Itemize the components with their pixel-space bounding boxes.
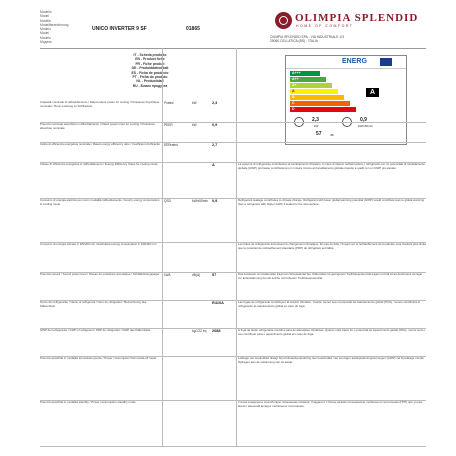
energy-class-bar: A+ xyxy=(290,83,332,88)
brand-logo xyxy=(275,12,425,32)
language-item: EN - Product fiche xyxy=(135,57,165,62)
row-symbol: PEER xyxy=(164,123,173,127)
table-row xyxy=(40,300,426,329)
language-item: PT - Ficha do produto xyxy=(132,75,168,80)
label-unit-consumption: kWh/60min xyxy=(358,124,374,128)
row-value: 2088 xyxy=(212,329,221,333)
row-value: A xyxy=(212,163,215,167)
address-line: 25060 CELLATICA (BS) - ITALIA xyxy=(270,39,318,44)
energy-label-title: ENERG xyxy=(342,58,367,65)
table-row xyxy=(40,242,426,273)
model-name: UNICO INVERTER 9 SF xyxy=(92,26,147,32)
language-item: RU - Бланк продукта xyxy=(132,83,168,88)
table-row xyxy=(40,356,426,401)
brand-name: OLIMPIA SPLENDID xyxy=(295,12,419,24)
language-item: ES - Ficha de producto xyxy=(131,70,169,75)
language-list xyxy=(100,53,200,88)
table-row xyxy=(40,100,426,123)
row-description: Potenza assorbita in modalità termostato spento / Power consumption thermostat-off mode xyxy=(40,357,157,360)
field-label: Modellbezeichnung xyxy=(40,22,69,27)
field-label: Model xyxy=(40,31,49,36)
column-divider xyxy=(162,48,163,446)
row-value: R410A xyxy=(212,301,224,305)
model-field-labels xyxy=(40,10,78,44)
row-unit: kW xyxy=(192,123,197,127)
row-unit: dB(A) xyxy=(192,273,201,277)
brand-mark-icon xyxy=(275,12,292,29)
row-symbol: LWA xyxy=(164,273,171,277)
field-label: Model xyxy=(40,14,49,19)
company-address xyxy=(270,35,420,44)
energy-class-bar: A xyxy=(290,89,338,94)
energy-class-bar: B xyxy=(290,95,344,100)
label-unit-capacity: kW xyxy=(314,124,319,128)
table-row xyxy=(40,198,426,243)
language-item: IT - Scheda prodotto xyxy=(133,53,167,57)
row-symbol: Prated xyxy=(164,101,174,105)
row-value: 0,9 xyxy=(212,199,218,203)
energy-label-header xyxy=(286,56,406,69)
address-line: OLIMPIA SPLENDID SPA - VIA INDUSTRIALE 1/3 xyxy=(270,35,344,39)
row-value: 2,7 xyxy=(212,143,218,147)
row-unit: kgCO2 eq xyxy=(192,329,207,333)
label-value-capacity: 2,3 xyxy=(312,117,319,123)
language-item: DE - Produktdatenblatt xyxy=(131,66,169,71)
field-label: Modello xyxy=(40,10,52,14)
energy-class-bar: A++ xyxy=(290,77,326,82)
row-note: Утечка хладагента способствует изменению климата. Хладагент с более низким потенциалом глобального потепления (ПГП) при утечке внесет меньший вклад в глобальное потепление. xyxy=(238,401,423,408)
energy-class-bar: C xyxy=(290,101,350,106)
row-note: Las fugas de refrigerante contribuyen al cambio climático. Cuanto menor sea el potencial de calentamiento global (PCG), menos contribuirá el refrigerante al calentamiento global en caso de fuga. xyxy=(238,301,420,308)
brand-tagline: HOME OF COMFORT xyxy=(296,24,354,28)
row-note: Refrigerant leakage contributes to climate change. Refrigerant with lower global warming potential (GWP) would contribute less to global warming than a refrigerant with higher GWP, if leaked to the atmosphere. xyxy=(238,199,425,206)
label-unit-noise: dB xyxy=(330,133,334,137)
row-note: La potenza di refrigerante contribuisce al cambiamento climatico. In caso di rilascio nell'atmosfera, i refrigeranti con un potenziale di riscaldamento globale (GWP) più basso contribuiscono in misura minore al riscaldamento globale rispetto a quelli con un GWP più elevato. xyxy=(238,163,426,170)
field-label: Модель xyxy=(40,40,52,45)
row-description: Consumo di energia elettrica per ora in modalità raffreddamento / Hourly energy consumption in cooling mode xyxy=(40,199,160,206)
row-note: Lekkage van koelmiddel draagt bij tot klimaatverandering. Een koelmiddel met een lager aardopwarmingsvermogen (GWP) zal bij lekkage minder bijdragen aan de opwarming van de aarde. xyxy=(238,357,425,364)
row-description: Potenza nominale assorbita in raffreddamento / Rated power input for cooling / Puissance absorbée nominale xyxy=(40,123,155,130)
table-row xyxy=(40,142,426,163)
field-label: Modelo xyxy=(40,35,51,40)
field-label: Modèle xyxy=(40,18,51,23)
language-item: NL - Productblad xyxy=(136,79,164,84)
table-row xyxy=(40,272,426,301)
row-note: Les fuites de réfrigérants accentuent le changement climatique. En cas de fuite, l'impact sur le réchauffement de la planète sera d'autant plus limité que le potentiel de réchauffement planétaire (PRP) du réfrigérant est faible. xyxy=(238,243,426,250)
eu-flag-icon xyxy=(380,58,392,66)
table-row xyxy=(40,400,426,447)
row-description: Indice di efficienza energetica nominale / Rated energy efficiency ratio / Coefficient d'efficacité xyxy=(40,143,160,146)
row-description: Consumo di energia stimato in kWh/60 min / Estimated energy consumption in kWh/60 min xyxy=(40,243,157,246)
row-note: Das Austreten von Kältemittel trägt zum Klimawandel bei. Kältemittel mit geringerem Treibhauspotenzial tragen im Fall eines Austretens weniger zur Erderwärmung bei als solche mit höherem Treibhauspotenzial. xyxy=(238,273,423,280)
product-fiche xyxy=(40,10,426,446)
row-unit: kW xyxy=(192,101,197,105)
row-description: Nome del refrigerante / Name of refrigerant / Nom du réfrigérant / Bezeichnung des Kältemittels xyxy=(40,301,147,308)
row-value: 0,9 xyxy=(212,123,218,127)
row-description: Potenza assorbita in modalità standby / Power consumption standby mode xyxy=(40,401,136,404)
table-row xyxy=(40,162,426,199)
fiche-header xyxy=(40,10,426,49)
label-value-consumption: 0,9 xyxy=(360,117,367,123)
row-note: A fuga de fluido refrigerante contribui para as alterações climáticas. Quanto mais baixo for o potencial de aquecimento global (PAG), menor será o seu contributo para o aquecimento global em caso de fuga. xyxy=(238,329,426,336)
column-divider xyxy=(236,48,237,446)
table-row xyxy=(40,122,426,143)
row-description: Potenza sonora / Sound power level / Niveau de puissance acoustique / Schallleistungspegel xyxy=(40,273,160,276)
product-code: 01865 xyxy=(186,26,200,32)
row-value: 57 xyxy=(212,273,217,277)
row-value: 2,3 xyxy=(212,101,218,105)
row-unit: kWh/60min xyxy=(192,199,208,203)
row-description: Classe di efficienza energetica in raffreddamento / Energy Efficiency Class for cooling mode xyxy=(40,163,158,166)
label-value-noise: 57 xyxy=(316,131,322,137)
row-description: GWP del refrigerante / GWP of refrigerant / PRP du réfrigérant / GWP des Kältemittels xyxy=(40,329,151,332)
row-symbol: EERrated xyxy=(164,143,178,147)
rated-class-arrow: A xyxy=(366,88,379,97)
energy-class-bar: A+++ xyxy=(290,71,320,76)
field-label: Modelo xyxy=(40,27,51,32)
row-description: Capacità nominale di raffreddamento / Rated output power for cooling / Puissance frigorifique nominale / Nenn-Leistung im Kühlbetrieb xyxy=(40,101,160,108)
language-item: FR - Fiche produit xyxy=(135,61,165,66)
table-row xyxy=(40,328,426,357)
energy-class-bar: D xyxy=(290,107,356,112)
row-symbol: QSD xyxy=(164,199,171,203)
